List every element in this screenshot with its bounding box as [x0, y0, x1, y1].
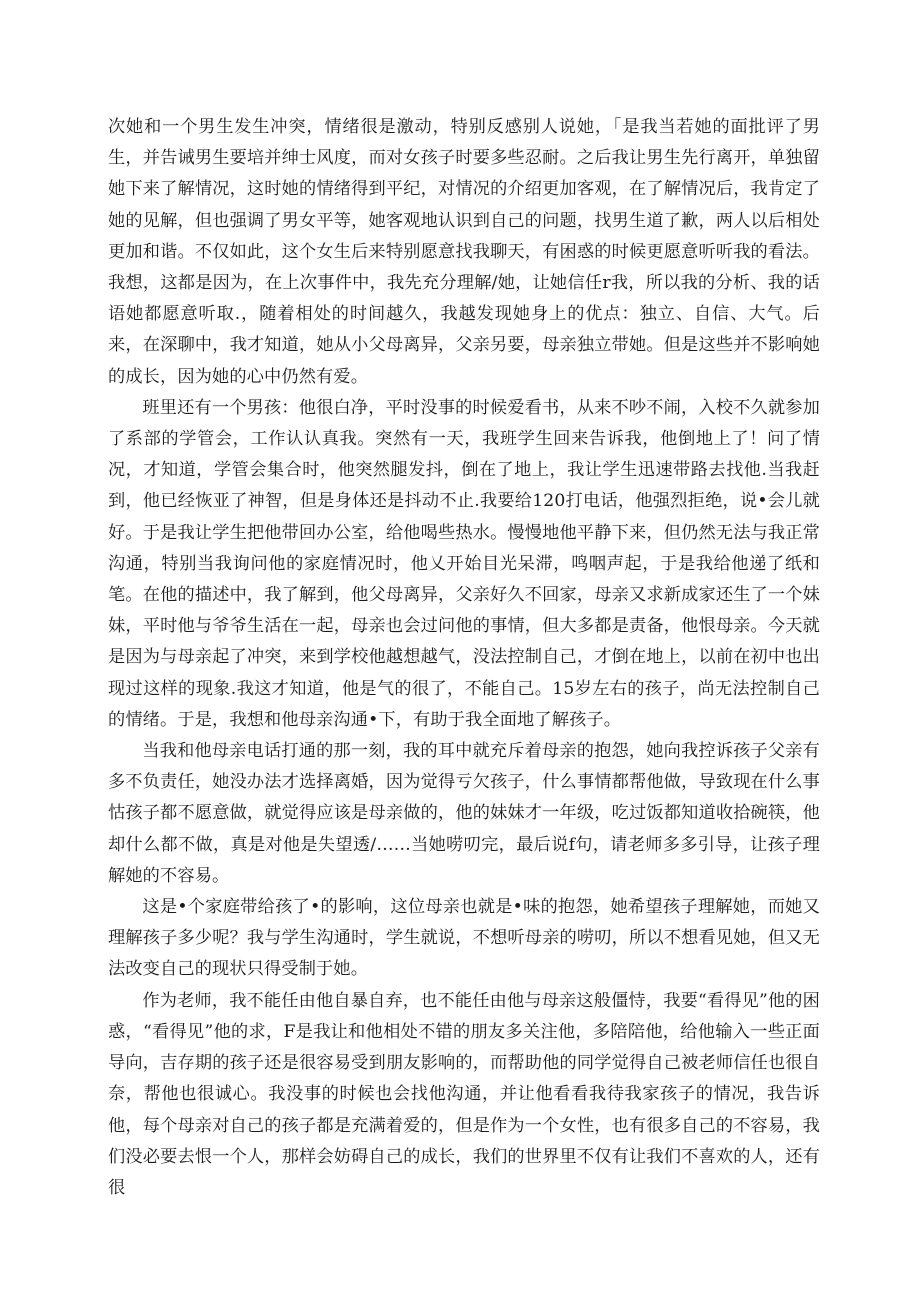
paragraph-4: 这是•个家庭带给孩了•的影响，这位母亲也就是•味的抱怨，她希望孩子理解她，而她又理解孩子多少呢？我与学生沟通时，学生就说，不想听母亲的唠叨，所以不想看见她，但又无法改变自己的现状只得受制于她。 — [108, 897, 820, 980]
paragraph-5: 作为老师，我不能任由他自暴自弃，也不能任由他与母亲这般僵恃，我要“看得见”他的困惑，“看得见”他的求，F是我让和他相处不错的朋友多关注他，多陪陪他，给他输入一些正面导向，吉存期的孩子还是很容易受到朋友影响的，而帮助他的同学觉得自己被老师信任也很自奈，帮他也很诚心。我没事的时候也会找他沟通，并让他看看我待我家孩子的情况，我告诉他，每个母亲对自己的孩子都是充满着爱的，但是作为一个女性，也有很多自己的不容易，我们没必要去恨一个人，那样会妨碍自己的成长，我们的世界里不仅有让我们不喜欢的人，还有很 — [108, 990, 820, 1198]
paragraph-3: 当我和他母亲电话打通的那一刻，我的耳中就充斥着母亲的抱怨，她向我控诉孩子父亲有多不负责任，她没办法才选择离婚，因为觉得亏欠孩子，什么事情都帮他做，导致现在什么事怙孩子都不愿意做，就觉得应该是母亲做的，他的妹妹才一年级，吃过饭都知道收拾碗筷，他却什么都不做，真是对他是失望透/……当她唠叨完，最后说f句，请老师多多引导，让孩子理解她的不容易。 — [108, 741, 820, 886]
document-page — [108, 112, 820, 1204]
paragraph-1: 次她和一个男生发生冲突，情绪很是激动，特别反感别人说她，「是我当若她的面批评了男生，并告诫男生要培并绅士风度，而对女孩子时要多些忍耐。之后我让男生先行离开，单独留她下来了解情况，这时她的情绪得到平纪，对情况的介绍更加客观，在了解情况后，我肯定了她的见解，但也强调了男女平等，她客观地认识到自己的问题，找男生道了歉，两人以后相处更加和谐。不仅如此，这个女生后来特别愿意找我聊天，有困惑的时候更愿意听听我的看法。我想，这都是因为，在上次事件中，我先充分理解/她，让她信任r我，所以我的分析、我的话语她都愿意听取.，随着相处的时间越久，我越发现她身上的优点：独立、自信、大气。后来，在深聊中，我才知道，她从小父母离异，父亲另要，母亲独立带她。但是这些并不影响她的成长，因为她的心中仍然有爱。 — [108, 117, 820, 387]
paragraph-2: 班里还有一个男孩：他很白净，平时没事的时候爱看书，从来不吵不闹，入校不久就参加了系部的学管会，工作认认真我。突然有一天，我班学生回来告诉我，他倒地上了！问了情况，才知道，学管会集合时，他突然腿发抖，倒在了地上，我让学生迅速带路去找他.当我赶到，他已经恢亚了神智，但是身体还是抖动不止.我要给120打电话，他强烈拒绝，说•会儿就好。于是我让学生把他带回办公室，给他喝些热水。慢慢地他平静下来，但仍然无法与我正常沟通，特别当我询问他的家庭情况时，他乂开始目光呆滞，鸣咽声起，于是我给他递了纸和笔。在他的描述中，我了解到，他父母离异，父亲好久不回家，母亲又求新成家还生了一个妹妹，平时他与爷爷生活在一起，母亲也会过问他的事情，但大多都是责备，他恨母亲。今天就是因为与母亲起了冲突，来到学校他越想越气，没法控制自己，才倒在地上，以前在初中也出现过这样的现象.我这才知道，他是气的很了，不能自己。15岁左右的孩子，尚无法控制自己的情绪。于是，我想和他母亲沟通•下，有助于我全面地了解孩子。 — [108, 397, 820, 730]
